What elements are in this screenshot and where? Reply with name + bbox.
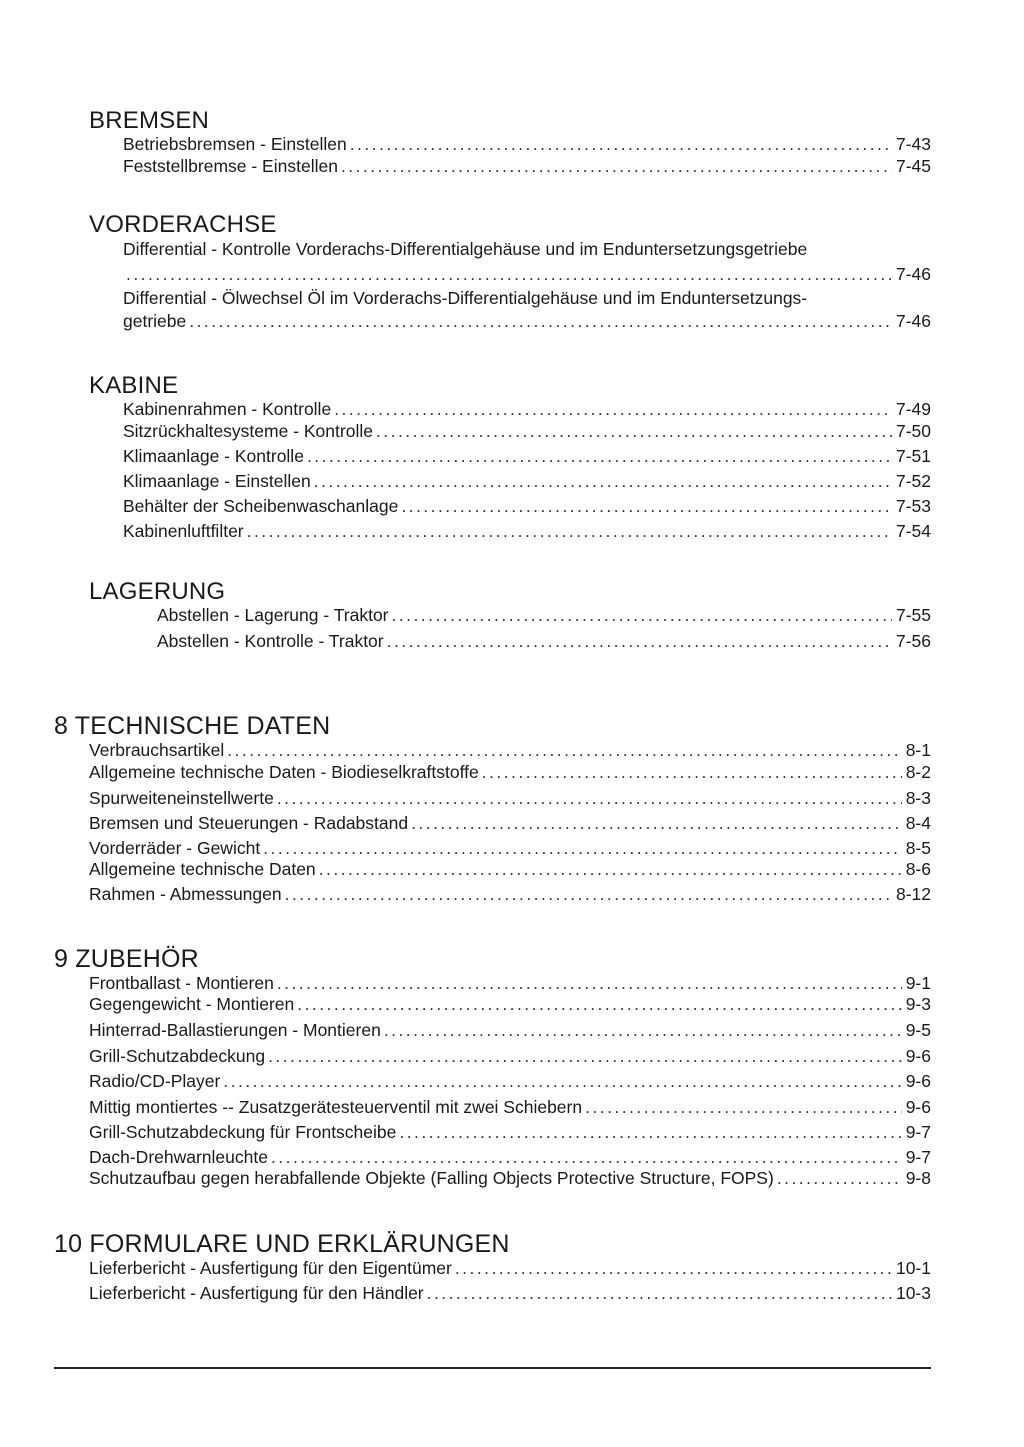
entry-title: Lieferbericht - Ausfertigung für den Händler <box>89 1283 424 1303</box>
toc-entry[interactable] <box>123 398 931 420</box>
chapter-heading-zubehoer: 9 ZUBEHÖR <box>54 945 199 973</box>
dot-leader <box>399 1121 901 1143</box>
dot-leader <box>777 1167 902 1189</box>
entry-page: 8-4 <box>905 813 931 833</box>
entry-title: Bremsen und Steuerungen - Radabstand <box>89 813 409 833</box>
toc-entry[interactable] <box>123 470 931 492</box>
dot-leader <box>268 1045 902 1067</box>
entry-page: 9-3 <box>905 994 931 1014</box>
dot-leader <box>455 1257 892 1279</box>
entry-page: 8-12 <box>895 884 931 904</box>
toc-entry[interactable] <box>89 837 931 859</box>
entry-page: 8-2 <box>905 762 931 782</box>
toc-entry[interactable] <box>89 993 931 1015</box>
entry-title: Abstellen - Lagerung - Traktor <box>157 605 389 625</box>
entry-page: 7-46 <box>895 264 931 284</box>
dot-leader <box>319 858 902 880</box>
toc-entry[interactable] <box>89 858 931 880</box>
dot-leader <box>350 133 892 155</box>
toc-entry[interactable] <box>123 155 931 177</box>
dot-leader <box>411 812 902 834</box>
entry-page: 7-50 <box>895 421 931 441</box>
entry-page: 7-49 <box>895 399 931 419</box>
toc-entry[interactable] <box>123 133 931 155</box>
entry-page: 7-55 <box>895 605 931 625</box>
entry-title: Lieferbericht - Ausfertigung für den Eigentümer <box>89 1258 452 1278</box>
entry-title: Allgemeine technische Daten - Biodieselkraftstoffe <box>89 762 479 782</box>
entry-title: Grill-Schutzabdeckung <box>89 1046 266 1066</box>
dot-leader <box>277 787 902 809</box>
entry-page: 8-6 <box>905 859 931 879</box>
toc-entry[interactable] <box>123 495 931 517</box>
entry-title: Gegengewicht - Montieren <box>89 994 295 1014</box>
toc-entry[interactable] <box>157 604 931 626</box>
entry-page: 8-3 <box>905 788 931 808</box>
toc-entry[interactable] <box>89 1167 931 1189</box>
toc-entry[interactable] <box>123 420 931 442</box>
entry-page: 7-46 <box>895 311 931 331</box>
entry-title: Feststellbremse - Einstellen <box>123 156 338 176</box>
toc-entry[interactable] <box>89 1257 931 1279</box>
toc-entry[interactable] <box>89 1096 931 1118</box>
entry-page: 9-6 <box>905 1097 931 1117</box>
entry-title-continuation: getriebe <box>123 311 187 331</box>
dot-leader <box>285 883 892 905</box>
entry-title: Betriebsbremsen - Einstellen <box>123 134 347 154</box>
dot-leader <box>247 520 892 542</box>
dot-leader <box>126 263 892 285</box>
entry-page: 7-52 <box>895 471 931 491</box>
chapter-heading-formulare: 10 FORMULARE UND ERKLÄRUNGEN <box>54 1230 510 1258</box>
dot-leader <box>384 1019 902 1041</box>
section-heading-bremsen: BREMSEN <box>89 107 210 134</box>
entry-page: 9-5 <box>905 1020 931 1040</box>
entry-page: 8-1 <box>905 740 931 760</box>
dot-leader <box>585 1096 902 1118</box>
toc-entry[interactable] <box>123 310 931 332</box>
dot-leader <box>387 630 892 652</box>
entry-title: Allgemeine technische Daten <box>89 859 316 879</box>
entry-title-line[interactable]: Differential - Kontrolle Vorderachs-Differentialgehäuse und im Enduntersetzungsgetriebe <box>123 239 808 259</box>
entry-title: Kabinenluftfilter <box>123 521 244 541</box>
dot-leader <box>392 604 892 626</box>
toc-entry[interactable] <box>123 445 931 467</box>
entry-page: 9-7 <box>905 1122 931 1142</box>
section-heading-lagerung: LAGERUNG <box>89 578 226 605</box>
section-heading-kabine: KABINE <box>89 372 179 399</box>
entry-page: 10-3 <box>895 1283 931 1303</box>
entry-page: 7-53 <box>895 496 931 516</box>
dot-leader <box>297 993 901 1015</box>
dot-leader <box>227 739 901 761</box>
entry-page: 10-1 <box>895 1258 931 1278</box>
dot-leader <box>223 1070 901 1092</box>
entry-page: 9-6 <box>905 1046 931 1066</box>
entry-title: Mittig montiertes -- Zusatzgerätesteuerventil mit zwei Schiebern <box>89 1097 583 1117</box>
entry-page: 9-8 <box>905 1168 931 1188</box>
entry-title: Rahmen - Abmessungen <box>89 884 282 904</box>
entry-page: 7-56 <box>895 631 931 651</box>
entry-page: 7-54 <box>895 521 931 541</box>
toc-entry[interactable] <box>89 812 931 834</box>
entry-title: Dach-Drehwarnleuchte <box>89 1147 268 1167</box>
dot-leader <box>271 1146 902 1168</box>
entry-title: Hinterrad-Ballastierungen - Montieren <box>89 1020 381 1040</box>
entry-page: 9-7 <box>905 1147 931 1167</box>
dot-leader <box>334 398 892 420</box>
toc-entry[interactable] <box>89 1070 931 1092</box>
dot-leader <box>307 445 892 467</box>
entry-title: Kabinenrahmen - Kontrolle <box>123 399 332 419</box>
entry-title: Grill-Schutzabdeckung für Frontscheibe <box>89 1122 397 1142</box>
entry-title: Radio/CD-Player <box>89 1071 221 1091</box>
dot-leader <box>277 972 902 994</box>
entry-title: Behälter der Scheibenwaschanlage <box>123 496 399 516</box>
dot-leader <box>401 495 892 517</box>
dot-leader <box>263 837 902 859</box>
toc-entry[interactable] <box>89 1121 931 1143</box>
section-heading-vorderachse: VORDERACHSE <box>89 211 277 238</box>
dot-leader <box>427 1282 892 1304</box>
toc-entry[interactable] <box>157 630 931 652</box>
dot-leader <box>314 470 892 492</box>
toc-entry[interactable] <box>123 520 931 542</box>
entry-page: 7-51 <box>895 446 931 466</box>
dot-leader <box>376 420 892 442</box>
entry-title: Abstellen - Kontrolle - Traktor <box>157 631 384 651</box>
dot-leader <box>482 761 902 783</box>
entry-page: 8-5 <box>905 838 931 858</box>
toc-entry[interactable] <box>89 1146 931 1168</box>
entry-title: Klimaanlage - Kontrolle <box>123 446 304 466</box>
chapter-heading-technische-daten: 8 TECHNISCHE DATEN <box>54 712 331 740</box>
toc-entry[interactable] <box>89 1282 931 1304</box>
toc-entry[interactable] <box>89 972 931 994</box>
entry-title-line[interactable]: Differential - Ölwechsel Öl im Vorderachs-Differentialgehäuse und im Enduntersetzungs- <box>123 288 808 308</box>
entry-title: Verbrauchsartikel <box>89 740 225 760</box>
toc-entry[interactable] <box>89 1045 931 1067</box>
toc-entry[interactable] <box>89 883 931 905</box>
entry-title: Schutzaufbau gegen herabfallende Objekte (Falling Objects Protective Structure, FOPS) <box>89 1168 774 1188</box>
toc-entry[interactable] <box>89 739 931 761</box>
entry-page: 7-45 <box>895 156 931 176</box>
dot-leader <box>341 155 892 177</box>
entry-page: 7-43 <box>895 134 931 154</box>
dot-leader <box>189 310 892 332</box>
entry-page: 9-6 <box>905 1071 931 1091</box>
toc-entry[interactable] <box>123 263 931 285</box>
entry-title: Spurweiteneinstellwerte <box>89 788 274 808</box>
toc-entry[interactable] <box>89 761 931 783</box>
entry-title: Klimaanlage - Einstellen <box>123 471 311 491</box>
toc-entry[interactable] <box>89 787 931 809</box>
toc-entry[interactable] <box>89 1019 931 1041</box>
entry-page: 9-1 <box>905 973 931 993</box>
entry-title: Sitzrückhaltesysteme - Kontrolle <box>123 421 373 441</box>
footer-rule <box>54 1367 931 1369</box>
entry-title: Frontballast - Montieren <box>89 973 274 993</box>
entry-title: Vorderräder - Gewicht <box>89 838 261 858</box>
